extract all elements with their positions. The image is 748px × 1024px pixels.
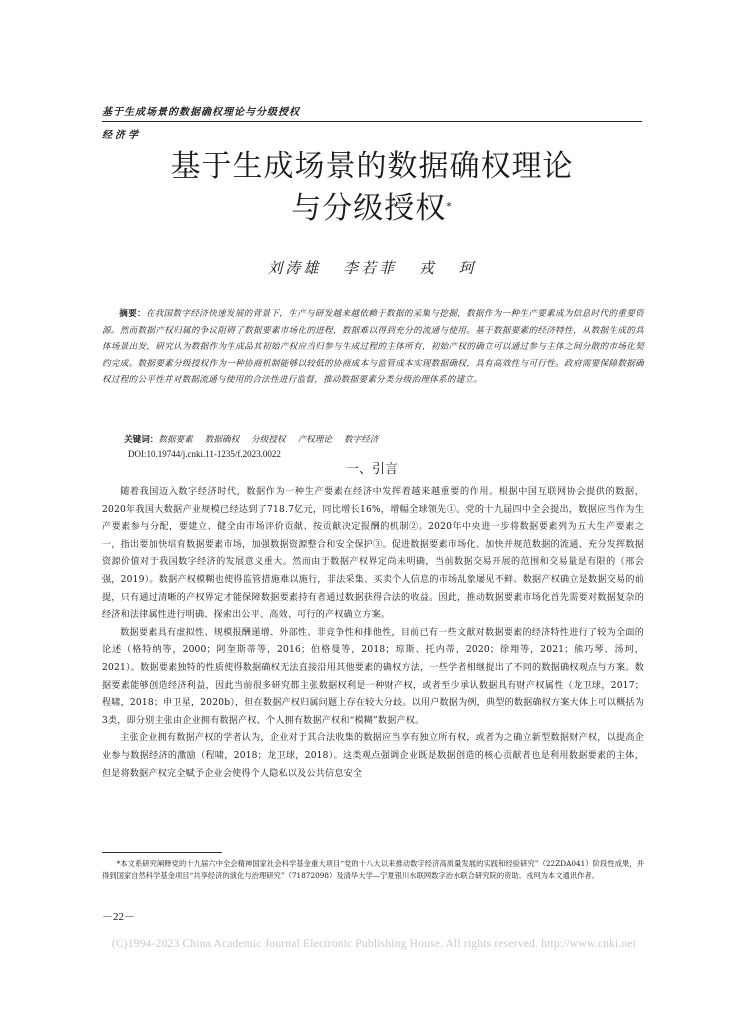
article-title — [102, 146, 642, 230]
title-footnote-mark: * — [446, 200, 453, 213]
keyword-item: 产权理论 — [297, 435, 332, 445]
abstract — [102, 306, 644, 389]
section-heading: 一、引言 — [345, 462, 398, 477]
keyword-item: 数字经济 — [343, 435, 379, 445]
keyword-item: 分级授权 — [251, 435, 286, 445]
keyword-item: 数据要素 — [158, 435, 193, 445]
body-paragraph: 主张企业拥有数据产权的学者认为，企业对于其合法收集的数据应当享有独立所有权，或者为之确立新型数据财产权，以提高企业参与数据经济的激励（程啸，2018；龙卫球，2018）。这类观点强调企业既是数据创造的核心贡献者也是利用数据要素的主体，但是将数据产权完全赋予企业会使得个人隐私以及公共信息安全 — [102, 733, 644, 779]
header-rule — [102, 121, 642, 122]
keywords — [124, 434, 644, 447]
keywords-label: 关键词： — [124, 435, 159, 445]
body-paragraph: 随着我国迈入数字经济时代，数据作为一种生产要素在经济中发挥着越来越重要的作用。根据中国互联网协会提供的数据，2020年我国大数据产业规模已经达到了718.7亿元，同比增长16%，增幅全球领先①。党的十九届四中全会提出，数据应当作为生产要素参与分配，要建立、健全由市场评价贡献、按贡献决定报酬的机制②。2020年中央进一步将数据要素列为五大生产要素之一，指出要加快培育数据要素市场，加强数据资源整合和安全保护③。促进数据要素市场化、加快并规范数据的流通、充分发挥数据资源价值对于我国数字经济的发展意义重大。然而由于数据产权界定尚未明确，当前数据交易开展的范围和交易量是有限的（邢会强，2019）。数据产权模糊也使得监管措施难以施行，非法采集、买卖个人信息的市场乱象屡见不鲜。数据产权确立是数据交易的前提，只有通过清晰的产权界定才能保障数据要素持有者通过数据获得合法的收益。因此，推动数据要素市场化首先需要对数据复杂的经济和法律属性进行明确、探索出公平、高效、可行的产权确立方案。 — [102, 487, 644, 621]
copyright-watermark: (C)1994-2023 China Academic Journal Electronic Publishing House. All rights reserved. http://www.cnki.net — [111, 938, 637, 950]
keyword-item: 数据确权 — [204, 435, 240, 445]
abstract-text: 在我国数字经济快速发展的背景下，生产与研发越来越依赖于数据的采集与挖掘，数据作为一种生产要素成为信息时代的重要资源。然而数据产权归属的争议阻碍了数据要素市场化的进程，数据难以得到充分的流通与使用。基于数据要素的经济特性，从数据生成的具体场景出发，研究认为数据作为生成品其初始产权应当归参与生成过程的主体所有，初始产权的确立可以通过参与主体之间分散的市场化契约完成。数据要素分级授权作为一种协商机制能够以较低的协商成本与监管成本实现数据确权，具有高效性与可行性。政府需要保障数据确权过程的公平性并对数据流通与使用的合法性进行监督，推动数据要素分类分级治理体系的建立。 — [102, 309, 644, 386]
running-head: 基于生成场景的数据确权理论与分级授权 — [102, 107, 300, 118]
title-line-1: 基于生成场景的数据确权理论 — [170, 149, 574, 184]
author-name: 李若菲 — [343, 259, 398, 277]
abstract-label: 摘要： — [119, 309, 146, 319]
footnote-rule — [102, 852, 222, 853]
body-paragraph: 数据要素具有虚拟性、规模报酬递增、外部性、非竞争性和排他性，目前已有一些文献对数据要素的经济特性进行了较为全面的论述（格特纳等，2000；阿奎斯蒂等，2016；伯格曼等，2018；琼斯、托内蒂，2020；徐翔等，2021；熊巧琴、汤珂，2021）。数据要素独特的性质使得数据确权无法直接沿用其他要素的确权方法，一些学者相继提出了不同的数据确权观点与方案。数据要素能够创造经济利益，因此当前很多研究都主张数据权利是一种财产权，或者至少承认数据具有财产权属性（龙卫球，2017；程啸，2018；申卫星，2020b），但在数据产权归属问题上存在较大分歧。以用户数据为例，典型的数据确权方案大体上可以概括为3类，即分别主张由企业拥有数据产权、个人拥有数据产权和“模糊”数据产权。 — [102, 627, 644, 726]
author-list — [102, 257, 642, 278]
author-name: 戎 珂 — [418, 259, 477, 277]
doi: DOI:10.19744/j.cnki.11-1235/f.2023.0022 — [128, 449, 281, 459]
page-number: －22－ — [102, 911, 135, 923]
title-line-2 — [102, 188, 642, 230]
body-text — [102, 484, 644, 783]
funding-footnote: *本文系研究阐释党的十九届六中全会精神国家社会科学基金重大项目“党的十八大以来推动数字经济高质量发展的实践和经验研究”（22ZDA041）阶段性成果，并得到国家自然科学基金项目“共享经济的演化与治理研究”（71872098）及清华大学—宁夏银川水联网数字治水联合研究院的资助。戎珂为本文通讯作者。 — [102, 859, 644, 880]
section-tag: 经济学 — [102, 130, 141, 141]
author-name: 刘涛雄 — [267, 259, 322, 277]
title-line-2-text: 与分级授权 — [291, 191, 447, 226]
